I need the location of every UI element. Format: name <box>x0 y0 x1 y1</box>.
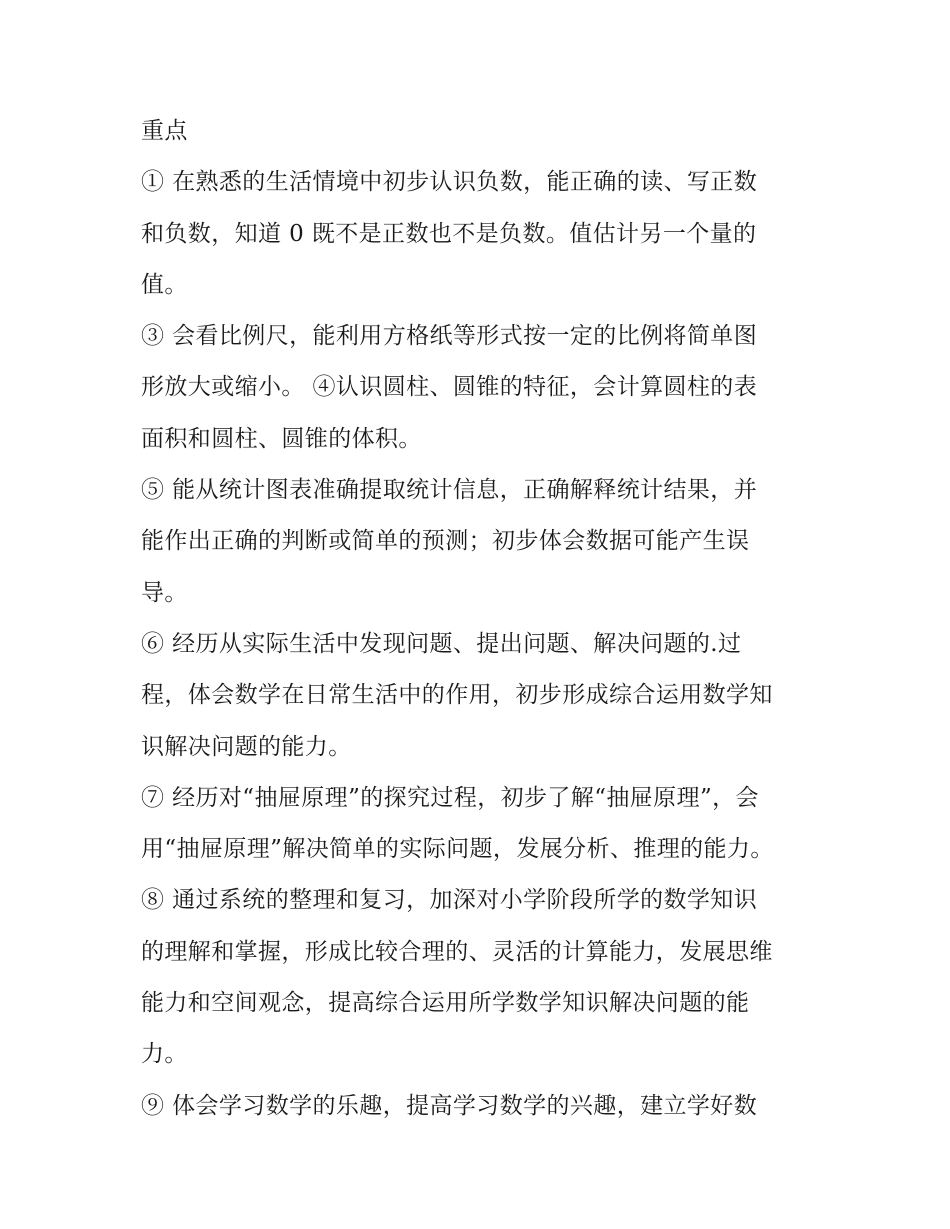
paragraph-line: 力。 <box>141 1041 188 1068</box>
document-body <box>141 106 821 1132</box>
paragraph-6 <box>141 619 821 773</box>
paragraph-line: 程，体会数学在日常生活中的作用，初步形成综合运用数学知 <box>141 682 773 709</box>
paragraph-line: ③ 会看比例尺，能利用方格纸等形式按一定的比例将简单图 <box>141 323 758 350</box>
paragraph-5 <box>141 465 821 619</box>
paragraph-line: 面积和圆柱、圆锥的体积。 <box>141 425 422 452</box>
paragraph-line: 能作出正确的判断或简单的预测；初步体会数据可能产生误 <box>141 528 750 555</box>
paragraph-line: 导。 <box>141 579 188 606</box>
section-heading: 重点 <box>141 118 188 144</box>
paragraph-9 <box>141 1081 821 1132</box>
paragraph-line: ⑥ 经历从实际生活中发现问题、提出问题、解决问题的.过 <box>141 630 742 657</box>
paragraph-line: ① 在熟悉的生活情境中初步认识负数，能正确的读、写正数 <box>141 169 758 196</box>
paragraph-line: 用“抽屉原理”解决简单的实际问题，发展分析、推理的能力。 <box>141 836 774 863</box>
paragraph-line: 形放大或缩小。 ④认识圆柱、圆锥的特征，会计算圆柱的表 <box>141 374 758 401</box>
paragraph-line: ⑧ 通过系统的整理和复习，加深对小学阶段所学的数学知识 <box>141 887 758 914</box>
paragraph-line: 识解决问题的能力。 <box>141 733 352 760</box>
paragraph-7 <box>141 773 821 876</box>
paragraph-line: 的理解和掌握，形成比较合理的、灵活的计算能力，发展思维 <box>141 938 773 965</box>
paragraph-line: ⑨ 体会学习数学的乐趣，提高学习数学的兴趣，建立学好数 <box>141 1092 758 1119</box>
paragraph-line: 和负数，知道 0 既不是正数也不是负数。值估计另一个量的 <box>141 220 757 247</box>
paragraph-3 <box>141 311 821 465</box>
paragraph-8 <box>141 875 821 1080</box>
paragraph-line: 值。 <box>141 271 188 298</box>
paragraph-line: ⑦ 经历对“抽屉原理”的探究过程，初步了解“抽屉原理”，会 <box>141 784 759 811</box>
paragraph-line: ⑤ 能从统计图表准确提取统计信息，正确解释统计结果，并 <box>141 477 758 504</box>
paragraph-1 <box>141 157 821 311</box>
paragraph-line: 能力和空间观念，提高综合运用所学数学知识解决问题的能 <box>141 990 750 1017</box>
